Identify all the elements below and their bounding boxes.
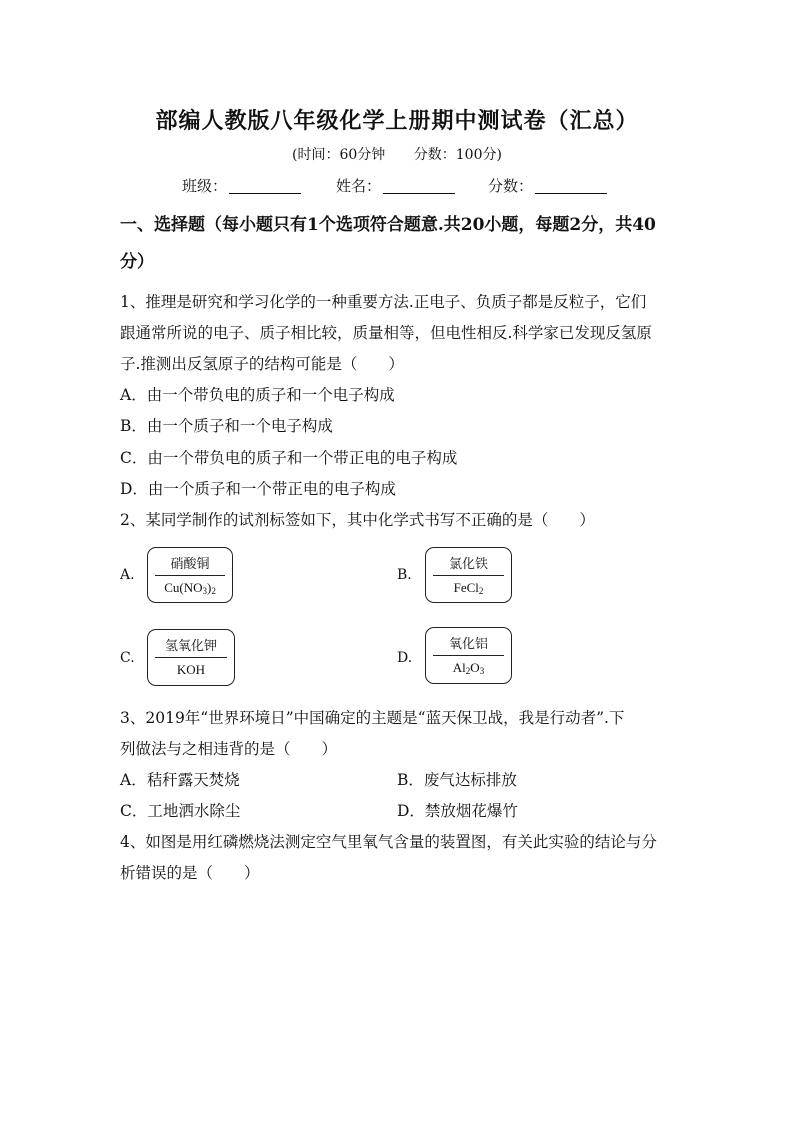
q1-option-d: D．由一个质子和一个带正电的电子构成: [120, 480, 396, 498]
q3-line-2: 列做法与之相违背的是（ ）: [120, 740, 338, 758]
q4-line-2: 析错误的是（ ）: [120, 864, 260, 882]
q2-option-b-letter: B.: [397, 567, 412, 583]
q2-reagent-label-d: [425, 627, 512, 684]
exam-time: (时间：60分钟: [292, 147, 386, 163]
label-divider: [155, 657, 227, 658]
q2-reagent-label-b: [425, 547, 512, 603]
reagent-formula: KOH: [176, 662, 206, 677]
reagent-formula: FeCl$_2$: [453, 580, 484, 596]
q3-option-a: A．秸秆露天焚烧: [120, 771, 240, 789]
page-title: 部编人教版八年级化学上册期中测试卷（汇总）: [155, 108, 639, 134]
class-label: 班级：: [182, 177, 228, 195]
label-divider: [155, 575, 225, 576]
q2-reagent-label-c: [147, 629, 235, 686]
name-label: 姓名：: [336, 177, 382, 195]
name-blank: [383, 179, 455, 194]
section-heading: 一、选择题（每小题只有1个选项符合题意.共20小题，每题2分，共40分）: [120, 215, 656, 272]
q3-option-b: B．废气达标排放: [397, 771, 517, 789]
class-field: [182, 175, 301, 196]
reagent-name: 氢氧化钾: [164, 639, 217, 654]
class-blank: [229, 179, 301, 194]
q3-option-d: D．禁放烟花爆竹: [397, 802, 518, 820]
q1-line-2: 跟通常所说的电子、质子相比较，质量相等，但电性相反.科学家已发现反氢原: [120, 324, 652, 342]
q1-option-a: A．由一个带负电的质子和一个电子构成: [120, 386, 395, 404]
q3-option-c: C．工地洒水除尘: [120, 802, 241, 820]
q3-line-1: 3、2019年“世界环境日”中国确定的主题是“蓝天保卫战，我是行动者”.下: [120, 709, 625, 727]
score-field: [488, 175, 607, 196]
score-label: 分数：: [488, 177, 534, 195]
reagent-formula: $Cu(NO_3)_2$: [164, 580, 216, 596]
reagent-formula: $Al_2O_3$: [452, 660, 485, 676]
reagent-name: 氧化铝: [448, 637, 488, 652]
q2-option-a-letter: A.: [120, 567, 135, 583]
q1-option-c: C．由一个带负电的质子和一个带正电的电子构成: [120, 449, 458, 467]
score-blank: [535, 179, 607, 194]
exam-total-score: 分数：100分): [413, 147, 502, 163]
name-field: [336, 175, 455, 196]
q4-line-1: 4、如图是用红磷燃烧法测定空气里氧气含量的装置图，有关此实验的结论与分: [120, 833, 657, 851]
reagent-name: 硝酸铜: [170, 557, 210, 572]
q2-option-d-letter: D.: [397, 650, 413, 666]
label-divider: [433, 655, 504, 656]
q2-stem: 2、某同学制作的试剂标签如下，其中化学式书写不正确的是（ ）: [120, 511, 595, 529]
q1-option-b: B．由一个质子和一个电子构成: [120, 417, 333, 435]
q1-line-1: 1、推理是研究和学习化学的一种重要方法.正电子、负质子都是反粒子，它们: [120, 293, 647, 311]
exam-meta: [0, 144, 794, 164]
label-divider: [433, 575, 504, 576]
q1-line-3: 子.推测出反氢原子的结构可能是（ ）: [120, 355, 404, 373]
q2-option-c-letter: C.: [120, 650, 135, 666]
q2-reagent-label-a: [147, 547, 233, 603]
reagent-name: 氯化铁: [448, 557, 488, 572]
